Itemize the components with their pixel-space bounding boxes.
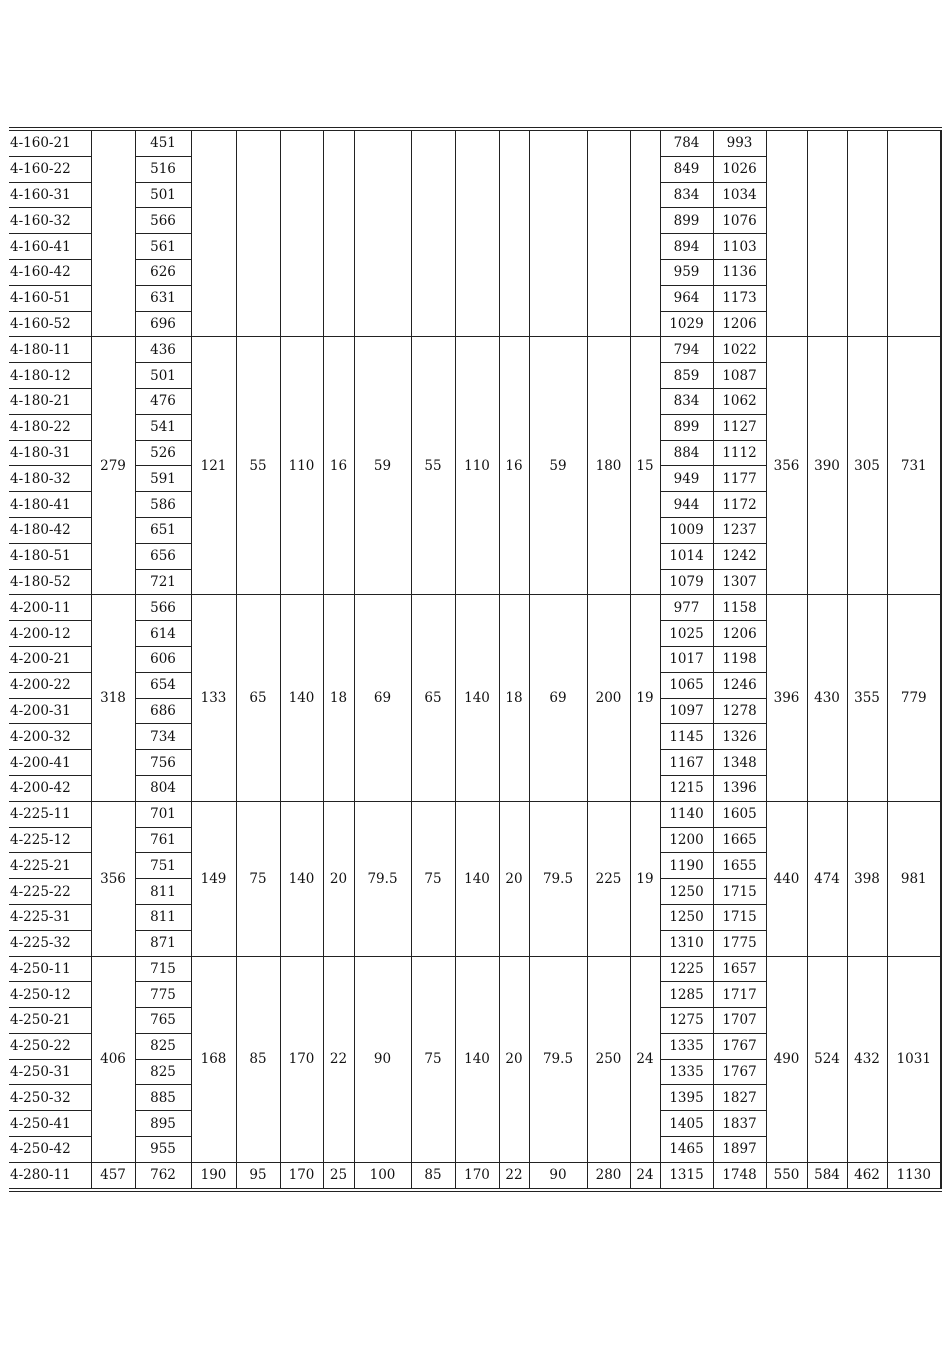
c4-cell: 85 (236, 956, 280, 1162)
col15-cell: 1173 (713, 285, 766, 311)
model-cell: 4-250-31 (9, 1059, 91, 1085)
model-cell: 4-225-32 (9, 930, 91, 956)
col15-cell: 1715 (713, 879, 766, 905)
col14-cell: 1285 (660, 982, 713, 1008)
c8-cell: 65 (411, 595, 455, 801)
table-row (9, 129, 941, 156)
col15-cell: 1767 (713, 1059, 766, 1085)
col1-cell: 318 (91, 595, 135, 801)
c6-cell: 18 (323, 595, 354, 801)
c3-cell (191, 129, 236, 337)
col1-cell: 356 (91, 801, 135, 956)
col2-cell: 715 (135, 956, 191, 982)
c6-cell: 20 (323, 801, 354, 956)
col14-cell: 1079 (660, 569, 713, 595)
model-cell: 4-160-22 (9, 156, 91, 182)
col2-cell: 895 (135, 1111, 191, 1137)
model-cell: 4-160-41 (9, 234, 91, 260)
col15-cell: 1172 (713, 492, 766, 518)
model-cell: 4-250-11 (9, 956, 91, 982)
col2-cell: 591 (135, 466, 191, 492)
c4-cell: 65 (236, 595, 280, 801)
value-cell: 1130 (887, 1162, 941, 1189)
c10-cell: 18 (499, 595, 529, 801)
col15-cell: 1707 (713, 1008, 766, 1034)
col14-cell: 1465 (660, 1137, 713, 1163)
value-cell: 550 (766, 1162, 807, 1189)
value-cell: 762 (135, 1162, 191, 1189)
col15-cell: 1022 (713, 337, 766, 363)
col2-cell: 631 (135, 285, 191, 311)
c7-cell: 79.5 (354, 801, 411, 956)
c11-cell: 79.5 (529, 956, 587, 1162)
col14-cell: 1200 (660, 827, 713, 853)
col14-cell: 1310 (660, 930, 713, 956)
c4-cell: 75 (236, 801, 280, 956)
c4-cell: 55 (236, 337, 280, 595)
value-cell: 1748 (713, 1162, 766, 1189)
c13-cell: 24 (630, 956, 660, 1162)
c8-cell: 75 (411, 801, 455, 956)
col14-cell: 1167 (660, 750, 713, 776)
col15-cell: 1198 (713, 646, 766, 672)
col15-cell: 1767 (713, 1033, 766, 1059)
col14-cell: 1140 (660, 801, 713, 827)
col15-cell: 1076 (713, 208, 766, 234)
model-cell: 4-160-42 (9, 259, 91, 285)
col2-cell: 701 (135, 801, 191, 827)
value-cell: 170 (280, 1162, 323, 1189)
c5-cell: 140 (280, 595, 323, 801)
c13-cell: 19 (630, 595, 660, 801)
col15-cell: 1897 (713, 1137, 766, 1163)
col14-cell: 1145 (660, 724, 713, 750)
c16-cell: 440 (766, 801, 807, 956)
c9-cell: 140 (455, 956, 499, 1162)
col2-cell: 825 (135, 1033, 191, 1059)
col14-cell: 834 (660, 182, 713, 208)
model-cell: 4-200-22 (9, 672, 91, 698)
col2-cell: 501 (135, 363, 191, 389)
model-cell: 4-200-42 (9, 775, 91, 801)
col1-cell: 406 (91, 956, 135, 1162)
col2-cell: 686 (135, 698, 191, 724)
c4-cell (236, 129, 280, 337)
c12-cell: 225 (587, 801, 630, 956)
value-cell: 1315 (660, 1162, 713, 1189)
col14-cell: 784 (660, 129, 713, 156)
c18-cell: 305 (847, 337, 887, 595)
col14-cell: 959 (660, 259, 713, 285)
col15-cell: 1396 (713, 775, 766, 801)
col2-cell: 654 (135, 672, 191, 698)
model-cell: 4-180-41 (9, 492, 91, 518)
c9-cell: 110 (455, 337, 499, 595)
c10-cell: 20 (499, 801, 529, 956)
c7-cell: 69 (354, 595, 411, 801)
model-cell: 4-250-12 (9, 982, 91, 1008)
value-cell: 280 (587, 1162, 630, 1189)
c9-cell: 140 (455, 595, 499, 801)
table-row (9, 801, 941, 827)
col2-cell: 651 (135, 517, 191, 543)
value-cell: 22 (499, 1162, 529, 1189)
col2-cell: 811 (135, 904, 191, 930)
model-cell: 4-200-31 (9, 698, 91, 724)
col14-cell: 894 (660, 234, 713, 260)
c17-cell: 430 (807, 595, 847, 801)
c16-cell: 490 (766, 956, 807, 1162)
model-cell: 4-250-32 (9, 1085, 91, 1111)
col2-cell: 825 (135, 1059, 191, 1085)
c3-cell: 168 (191, 956, 236, 1162)
model-cell: 4-250-41 (9, 1111, 91, 1137)
model-cell: 4-225-12 (9, 827, 91, 853)
value-cell: 90 (529, 1162, 587, 1189)
c12-cell: 200 (587, 595, 630, 801)
col14-cell: 884 (660, 440, 713, 466)
col2-cell: 526 (135, 440, 191, 466)
c8-cell (411, 129, 455, 337)
model-cell: 4-160-51 (9, 285, 91, 311)
col15-cell: 1827 (713, 1085, 766, 1111)
col1-cell (91, 129, 135, 337)
c12-cell (587, 129, 630, 337)
col2-cell: 811 (135, 879, 191, 905)
c10-cell: 16 (499, 337, 529, 595)
c11-cell: 69 (529, 595, 587, 801)
col14-cell: 1215 (660, 775, 713, 801)
col2-cell: 614 (135, 621, 191, 647)
col15-cell: 1775 (713, 930, 766, 956)
col15-cell: 1177 (713, 466, 766, 492)
value-cell: 462 (847, 1162, 887, 1189)
col14-cell: 1014 (660, 543, 713, 569)
model-cell: 4-160-52 (9, 311, 91, 337)
col15-cell: 1087 (713, 363, 766, 389)
col2-cell: 436 (135, 337, 191, 363)
c3-cell: 121 (191, 337, 236, 595)
col2-cell: 476 (135, 388, 191, 414)
col2-cell: 751 (135, 853, 191, 879)
col15-cell: 1034 (713, 182, 766, 208)
c12-cell: 250 (587, 956, 630, 1162)
model-cell: 4-180-51 (9, 543, 91, 569)
model-cell: 4-225-21 (9, 853, 91, 879)
c18-cell: 355 (847, 595, 887, 801)
col15-cell: 1112 (713, 440, 766, 466)
col14-cell: 899 (660, 414, 713, 440)
table-body (9, 129, 941, 1190)
value-cell: 170 (455, 1162, 499, 1189)
col15-cell: 1307 (713, 569, 766, 595)
model-cell: 4-200-32 (9, 724, 91, 750)
col14-cell: 1395 (660, 1085, 713, 1111)
table-row (9, 337, 941, 363)
model-cell: 4-180-22 (9, 414, 91, 440)
model-cell: 4-200-21 (9, 646, 91, 672)
c10-cell: 20 (499, 956, 529, 1162)
col15-cell: 1062 (713, 388, 766, 414)
col15-cell: 1206 (713, 311, 766, 337)
col14-cell: 794 (660, 337, 713, 363)
col2-cell: 501 (135, 182, 191, 208)
c16-cell: 356 (766, 337, 807, 595)
col14-cell: 1250 (660, 904, 713, 930)
c6-cell: 16 (323, 337, 354, 595)
dimension-table (9, 127, 942, 1192)
c13-cell (630, 129, 660, 337)
model-cell: 4-250-22 (9, 1033, 91, 1059)
c12-cell: 180 (587, 337, 630, 595)
model-cell: 4-250-21 (9, 1008, 91, 1034)
col15-cell: 1348 (713, 750, 766, 776)
col15-cell: 1206 (713, 621, 766, 647)
c11-cell: 59 (529, 337, 587, 595)
col2-cell: 721 (135, 569, 191, 595)
col14-cell: 1009 (660, 517, 713, 543)
col2-cell: 606 (135, 646, 191, 672)
c19-cell: 981 (887, 801, 941, 956)
model-cell: 4-280-11 (9, 1162, 91, 1189)
col14-cell: 834 (660, 388, 713, 414)
col14-cell: 859 (660, 363, 713, 389)
col2-cell: 566 (135, 208, 191, 234)
model-cell: 4-225-22 (9, 879, 91, 905)
col15-cell: 1026 (713, 156, 766, 182)
c17-cell: 524 (807, 956, 847, 1162)
col14-cell: 964 (660, 285, 713, 311)
c13-cell: 15 (630, 337, 660, 595)
c16-cell (766, 129, 807, 337)
col2-cell: 775 (135, 982, 191, 1008)
col2-cell: 804 (135, 775, 191, 801)
col2-cell: 656 (135, 543, 191, 569)
model-cell: 4-250-42 (9, 1137, 91, 1163)
col2-cell: 756 (135, 750, 191, 776)
col14-cell: 1335 (660, 1033, 713, 1059)
c7-cell: 90 (354, 956, 411, 1162)
model-cell: 4-180-42 (9, 517, 91, 543)
col2-cell: 586 (135, 492, 191, 518)
col14-cell: 949 (660, 466, 713, 492)
model-cell: 4-180-21 (9, 388, 91, 414)
col15-cell: 1242 (713, 543, 766, 569)
col14-cell: 1275 (660, 1008, 713, 1034)
value-cell: 24 (630, 1162, 660, 1189)
col14-cell: 849 (660, 156, 713, 182)
col14-cell: 1017 (660, 646, 713, 672)
col2-cell: 765 (135, 1008, 191, 1034)
model-cell: 4-180-31 (9, 440, 91, 466)
col1-cell: 279 (91, 337, 135, 595)
col2-cell: 451 (135, 129, 191, 156)
c8-cell: 75 (411, 956, 455, 1162)
col2-cell: 871 (135, 930, 191, 956)
c8-cell: 55 (411, 337, 455, 595)
model-cell: 4-200-11 (9, 595, 91, 621)
c11-cell (529, 129, 587, 337)
value-cell: 85 (411, 1162, 455, 1189)
c16-cell: 396 (766, 595, 807, 801)
value-cell: 25 (323, 1162, 354, 1189)
col2-cell: 734 (135, 724, 191, 750)
model-cell: 4-225-31 (9, 904, 91, 930)
col14-cell: 1029 (660, 311, 713, 337)
c9-cell: 140 (455, 801, 499, 956)
col2-cell: 561 (135, 234, 191, 260)
table-row (9, 595, 941, 621)
col14-cell: 977 (660, 595, 713, 621)
col15-cell: 1665 (713, 827, 766, 853)
model-cell: 4-225-11 (9, 801, 91, 827)
c6-cell: 22 (323, 956, 354, 1162)
value-cell: 584 (807, 1162, 847, 1189)
model-cell: 4-180-11 (9, 337, 91, 363)
col14-cell: 1025 (660, 621, 713, 647)
c18-cell: 398 (847, 801, 887, 956)
c19-cell (887, 129, 941, 337)
c3-cell: 149 (191, 801, 236, 956)
col14-cell: 1065 (660, 672, 713, 698)
col14-cell: 1225 (660, 956, 713, 982)
c18-cell: 432 (847, 956, 887, 1162)
c19-cell: 779 (887, 595, 941, 801)
col15-cell: 1158 (713, 595, 766, 621)
col15-cell: 1655 (713, 853, 766, 879)
c6-cell (323, 129, 354, 337)
col2-cell: 566 (135, 595, 191, 621)
col2-cell: 885 (135, 1085, 191, 1111)
c9-cell (455, 129, 499, 337)
col2-cell: 626 (135, 259, 191, 285)
model-cell: 4-180-52 (9, 569, 91, 595)
c18-cell (847, 129, 887, 337)
model-cell: 4-180-12 (9, 363, 91, 389)
col15-cell: 1657 (713, 956, 766, 982)
col15-cell: 1127 (713, 414, 766, 440)
col15-cell: 1278 (713, 698, 766, 724)
c11-cell: 79.5 (529, 801, 587, 956)
value-cell: 190 (191, 1162, 236, 1189)
c19-cell: 731 (887, 337, 941, 595)
col15-cell: 1715 (713, 904, 766, 930)
col14-cell: 1250 (660, 879, 713, 905)
col2-cell: 516 (135, 156, 191, 182)
col14-cell: 1097 (660, 698, 713, 724)
c13-cell: 19 (630, 801, 660, 956)
col2-cell: 955 (135, 1137, 191, 1163)
col14-cell: 1405 (660, 1111, 713, 1137)
col14-cell: 899 (660, 208, 713, 234)
col15-cell: 1246 (713, 672, 766, 698)
value-cell: 457 (91, 1162, 135, 1189)
model-cell: 4-160-21 (9, 129, 91, 156)
col14-cell: 944 (660, 492, 713, 518)
c7-cell: 59 (354, 337, 411, 595)
c5-cell (280, 129, 323, 337)
c5-cell: 140 (280, 801, 323, 956)
c10-cell (499, 129, 529, 337)
model-cell: 4-160-32 (9, 208, 91, 234)
c5-cell: 110 (280, 337, 323, 595)
col14-cell: 1190 (660, 853, 713, 879)
value-cell: 95 (236, 1162, 280, 1189)
col15-cell: 1326 (713, 724, 766, 750)
model-cell: 4-200-41 (9, 750, 91, 776)
c19-cell: 1031 (887, 956, 941, 1162)
col2-cell: 541 (135, 414, 191, 440)
col2-cell: 761 (135, 827, 191, 853)
model-cell: 4-160-31 (9, 182, 91, 208)
table-row (9, 956, 941, 982)
c17-cell: 474 (807, 801, 847, 956)
c3-cell: 133 (191, 595, 236, 801)
col15-cell: 1103 (713, 234, 766, 260)
table-row (9, 1162, 941, 1189)
col15-cell: 1605 (713, 801, 766, 827)
col15-cell: 1837 (713, 1111, 766, 1137)
c17-cell: 390 (807, 337, 847, 595)
value-cell: 100 (354, 1162, 411, 1189)
col14-cell: 1335 (660, 1059, 713, 1085)
col2-cell: 696 (135, 311, 191, 337)
model-cell: 4-180-32 (9, 466, 91, 492)
c5-cell: 170 (280, 956, 323, 1162)
col15-cell: 1237 (713, 517, 766, 543)
c17-cell (807, 129, 847, 337)
col15-cell: 1136 (713, 259, 766, 285)
model-cell: 4-200-12 (9, 621, 91, 647)
c7-cell (354, 129, 411, 337)
col15-cell: 993 (713, 129, 766, 156)
col15-cell: 1717 (713, 982, 766, 1008)
